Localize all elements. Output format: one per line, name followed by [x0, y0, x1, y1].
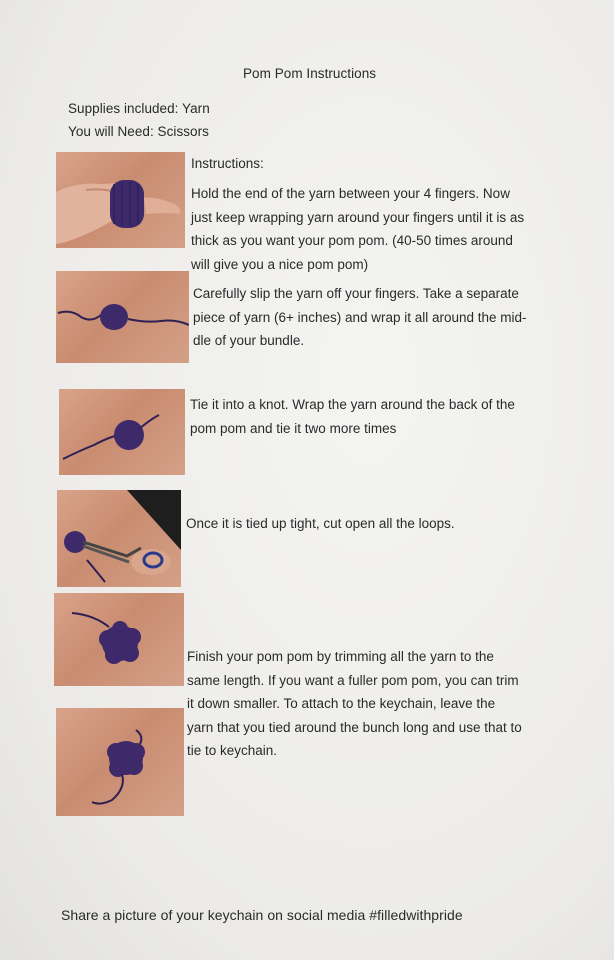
- step-5-line: same length. If you want a fuller pom pom, you can trim: [187, 672, 519, 688]
- step-1-line: will give you a nice pom pom): [191, 256, 369, 272]
- step-5-line: tie to keychain.: [187, 743, 278, 758]
- step-3-text: [190, 393, 515, 440]
- page-title: Pom Pom Instructions: [243, 66, 377, 81]
- step-5-text: [187, 645, 522, 763]
- step-4-line: Once it is tied up tight, cut open all the loops.: [186, 516, 455, 531]
- step-3-photo: [59, 389, 185, 475]
- step-2-line: dle of your bundle.: [193, 333, 305, 348]
- step-5-line: Finish your pom pom by trimming all the yarn to the: [187, 649, 494, 664]
- footer-share-note: Share a picture of your keychain on social media #filledwithpride: [61, 907, 463, 923]
- step-1-photo: [56, 152, 185, 248]
- instructions-heading: Instructions:: [191, 156, 264, 171]
- step-1-line: Hold the end of the yarn between your 4 fingers. Now: [191, 186, 510, 201]
- step-5a-photo: [54, 593, 184, 686]
- step-2-line: piece of yarn (6+ inches) and wrap it all around the mid-: [193, 309, 527, 325]
- needed-tools-line: You will Need: Scissors: [68, 124, 209, 139]
- hand-wrapping-yarn-illustration: [56, 152, 185, 248]
- step-4-photo: [57, 490, 181, 587]
- cutting-loops-illustration: [57, 490, 181, 587]
- step-1-line: just keep wrapping yarn around your fingers until it is as: [191, 209, 525, 225]
- supplies-line: Supplies included: Yarn: [68, 101, 210, 116]
- step-4-text: [186, 512, 455, 536]
- fluffy-pom-pom-illustration: [54, 593, 184, 686]
- knotted-pom-pom-illustration: [59, 389, 185, 475]
- tied-bundle-illustration: [56, 271, 189, 363]
- step-1-line: thick as you want your pom pom. (40-50 times around: [191, 233, 513, 248]
- step-3-line: pom pom and tie it two more times: [190, 420, 397, 436]
- step-2-text: [193, 282, 527, 353]
- finished-pom-pom-illustration: [56, 708, 184, 816]
- step-3-line: Tie it into a knot. Wrap the yarn around the back of the: [190, 397, 515, 412]
- step-1-text: [191, 182, 524, 276]
- step-2-photo: [56, 271, 189, 363]
- step-5b-photo: [56, 708, 184, 816]
- step-5-line: yarn that you tied around the bunch long and use that to: [187, 719, 522, 735]
- step-5-line: it down smaller. To attach to the keychain, leave the: [187, 696, 496, 711]
- step-2-line: Carefully slip the yarn off your fingers. Take a separate: [193, 286, 519, 301]
